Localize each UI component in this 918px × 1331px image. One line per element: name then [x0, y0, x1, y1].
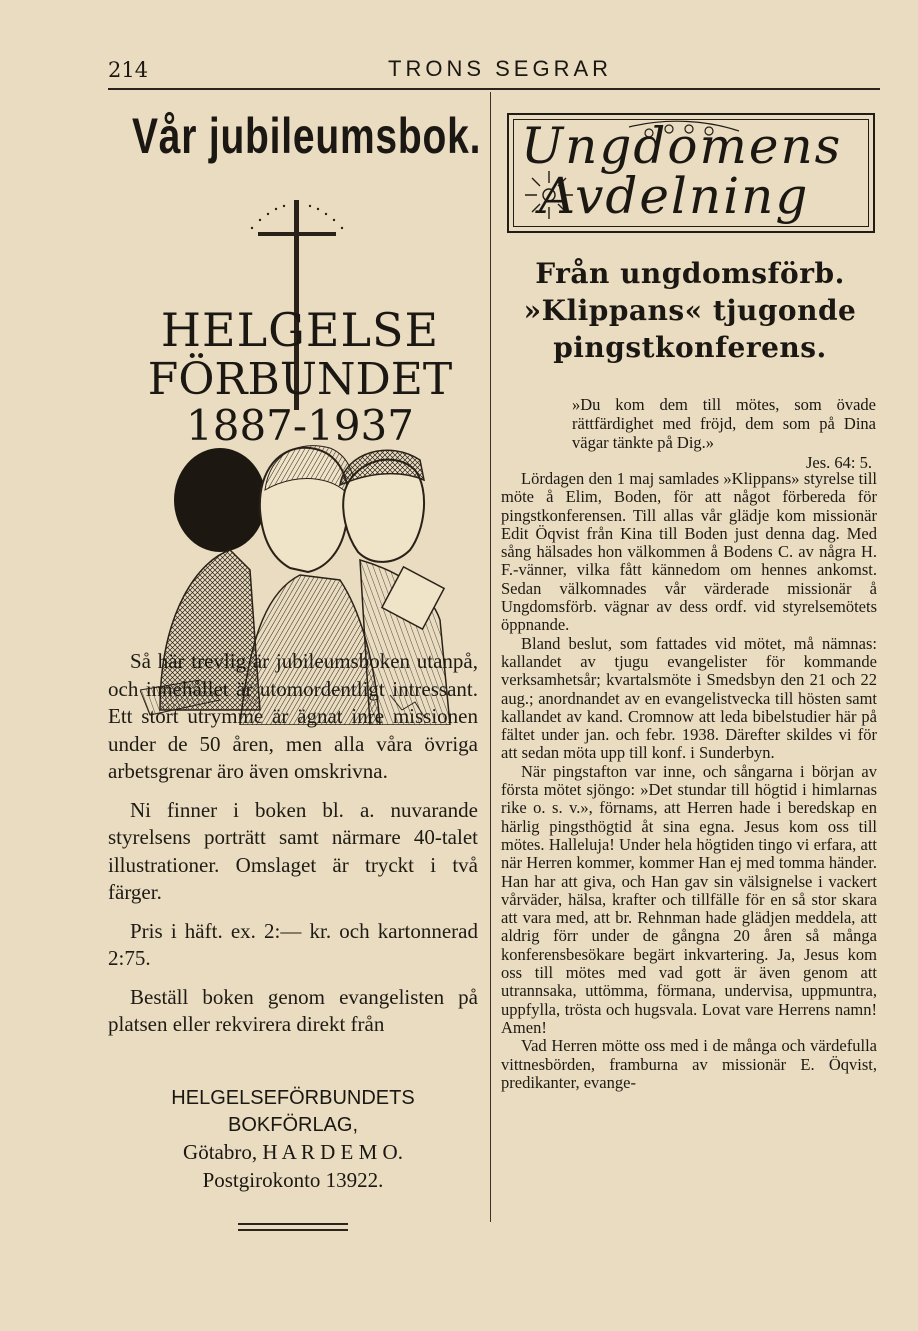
emblem-helgelse: HELGELSE	[160, 303, 440, 357]
publisher-location: Götabro, H A R D E M O.	[183, 1140, 403, 1164]
epigraph-reference: Jes. 64: 5.	[806, 452, 872, 472]
column-divider	[490, 92, 491, 1222]
emblem-years: 1887-1937	[186, 401, 414, 450]
page-number: 214	[108, 58, 149, 82]
cover-artwork	[140, 190, 460, 725]
article-paragraph: Lördagen den 1 maj samlades »Klippans» styrelse till möte å Elim, Boden, för att något förbereda för pingstkonferensen. Till allas vår glädje kom missionär Edit Öqvist från Kina till Boden just denna dag. Med sång hälsades hon välkommen å Bodens C. av några H. F.-vänner, vilka fått kännedom om hennes ankomst. Sedan välkomnades vår värderade missionär å Ungdomsförb. vägnar av dess ordf. vid styrelsemötets öppnande.	[501, 469, 877, 635]
book-cover-illustration	[140, 190, 460, 725]
article-body	[501, 470, 877, 1092]
advert-price: Pris i häft. ex. 2:— kr. och kartonnerad 2:75.	[108, 918, 478, 970]
article-paragraph: När pingstafton var inne, och sångarna i början av första mötet sjöngo: »Det stundar till högtid i himlarnas rike o. s. v.», förnams, att Herren hade i beredskap en härlig pingsthögtid åt sina egna. Jesus kom oss till mötes. Halleluja! Under hela högtiden tingo vi erfara, att när Herren kommer, kommer Han ej med tomma händer. Han har att giva, och Han gav sin välsignelse i vackert vårväder, hälsa, krafter och tillfälle för en så stor skara att vara med, att br. Rehnman hade glädjen meddela, att aldrig förr under de gångna 20 åren så många konferensbesökare begärt inkvartering. Ja, Jesus kom oss till mötes med vad gott är även genom att utrannsaka, uttömma, förmana, undervisa, uppmuntra, uppfylla, trösta och hugsvala. Lovat vare Herrens namn! Amen!	[501, 761, 877, 1037]
banner-word-ungdomens: Ungdomens	[521, 117, 843, 175]
book-advert-text	[108, 648, 478, 1057]
advert-paragraph: Så här trevlig är jubileumsboken utanpå, och innehållet är utomordentligt intressant. Ett stort utrymme är ägnat inre missionen under de 50 åren, men alla våra övriga arbetsgrenar äro även omskrivna.	[108, 649, 478, 783]
scripture-epigraph	[572, 395, 876, 472]
end-rule-bottom	[238, 1229, 348, 1231]
running-title: TRONS SEGRAR	[388, 56, 613, 81]
publisher-name: HELGELSEFÖRBUNDETS	[171, 1087, 415, 1109]
header-rule	[108, 88, 880, 90]
book-advert-title: Vår jubileumsbok.	[132, 108, 482, 164]
section-banner	[507, 113, 875, 233]
page-header	[108, 56, 878, 86]
advert-order-info: Beställ boken genom evangelisten på platsen eller rekvirera direkt från	[108, 984, 478, 1036]
article-title: Från ungdomsförb. »Klippans« tjugonde pingstkonferens.	[523, 257, 857, 364]
article-paragraph: Vad Herren mötte oss med i de många och värdefulla vittnesbörden, framburna av missionär E. Öqvist, predikanter, evange-	[501, 1036, 877, 1092]
article-paragraph: Bland beslut, som fattades vid mötet, må nämnas: kallandet av tjugu evangelister för kommande verksamhetsår; kvartalsmöte i Smedsbyn den 21 och 22 aug.; anordnandet av en evangelistvecka till hösten samt kallandet av kand. Cromnow att leda bibelstudier här på fältet under jan. och febr. 1938. Därefter skildes vi för att sedan möta upp till konf. i Sunderbyn.	[501, 633, 877, 763]
emblem-forbundet: FÖRBUNDET	[147, 354, 453, 405]
publisher-division: BOKFÖRLAG,	[227, 1114, 359, 1136]
advert-paragraph: Ni finner i boken bl. a. nuvarande styrelsens porträtt samt närmare 40-talet illustrationer. Omslaget är tryckt i två färger.	[108, 797, 478, 904]
banner-word-avdelning: Avdelning	[539, 167, 810, 225]
publisher-address	[108, 1085, 478, 1194]
epigraph-text: »Du kom dem till mötes, som övade rättfärdighet med fröjd, dem som på Dina vägar tänkte på Dig.»	[572, 395, 876, 453]
end-rule-top	[238, 1223, 348, 1225]
publisher-giro: Postgirokonto 13922.	[202, 1167, 384, 1192]
